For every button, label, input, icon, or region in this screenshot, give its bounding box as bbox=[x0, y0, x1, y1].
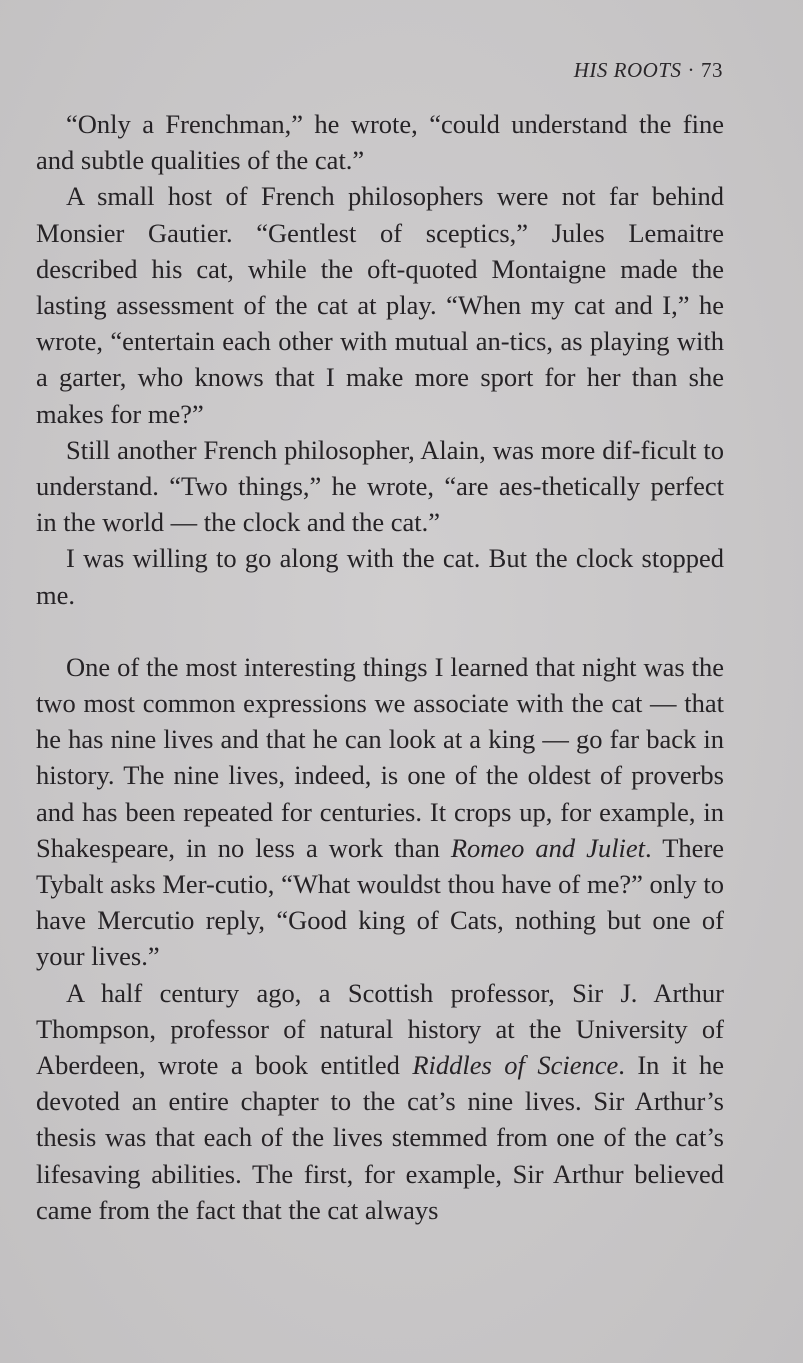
paragraph-3: Still another French philosopher, Alain, was more dif-ficult to understand. “Two things,” he wrote, “are aes-thetically perfect in the world — the clock and the cat.” bbox=[36, 434, 724, 538]
paragraph-4: I was willing to go along with the cat. But the clock stopped me. bbox=[36, 543, 724, 610]
paragraph-5 bbox=[36, 649, 724, 975]
paragraph-6 bbox=[36, 975, 724, 1228]
paragraph-5-text-b: . There Tybalt asks Mer-cutio, “What wouldst thou have of me?” only to have Mercutio reply, “Good king of Cats, nothing but one of your lives.” bbox=[36, 832, 724, 972]
book-title-romeo-and-juliet: Romeo and Juliet bbox=[450, 832, 646, 863]
running-title: HIS ROOTS bbox=[573, 58, 682, 82]
paragraph-6-text-b: . In it he devoted an entire chapter to the cat’s nine lives. Sir Arthur’s thesis was that each of the lives stemmed from one of the cat’s lifesaving abilities. The first, for example, Sir Arthur believed came from the fact that the cat always bbox=[36, 1050, 725, 1225]
header-separator: · bbox=[687, 58, 695, 82]
book-title-riddles-of-science: Riddles of Science bbox=[412, 1050, 619, 1081]
paragraph-5-text-a: One of the most interesting things I learned that night was the two most common expressions we associate with the cat — that he has nine lives and that he can look at a king — go far back in history. The nine lives, indeed, is one of the oldest of proverbs and has been repeated for centuries. It crops up, for example, in Shakespeare, in no less a work than bbox=[36, 651, 724, 863]
paragraph-1: “Only a Frenchman,” he wrote, “could understand the fine and subtle qualities of the cat.” bbox=[36, 109, 724, 176]
page-number: 73 bbox=[701, 58, 723, 82]
paragraph-6-text-a: A half century ago, a Scottish professor, Sir J. Arthur Thompson, professor of natural history at the University of Aberdeen, wrote a book entitled bbox=[36, 977, 724, 1081]
paragraph-2: A small host of French philosophers were not far behind Monsier Gautier. “Gentlest of sceptics,” Jules Lemaitre described his cat, while the oft-quoted Montaigne made the lasting assessment of the cat at play. “When my cat and I,” he wrote, “entertain each other with mutual an-tics, as playing with a garter, who knows that I make more sport for her than she makes for me?” bbox=[36, 181, 724, 429]
body-text bbox=[36, 106, 724, 1228]
running-head bbox=[574, 58, 723, 83]
